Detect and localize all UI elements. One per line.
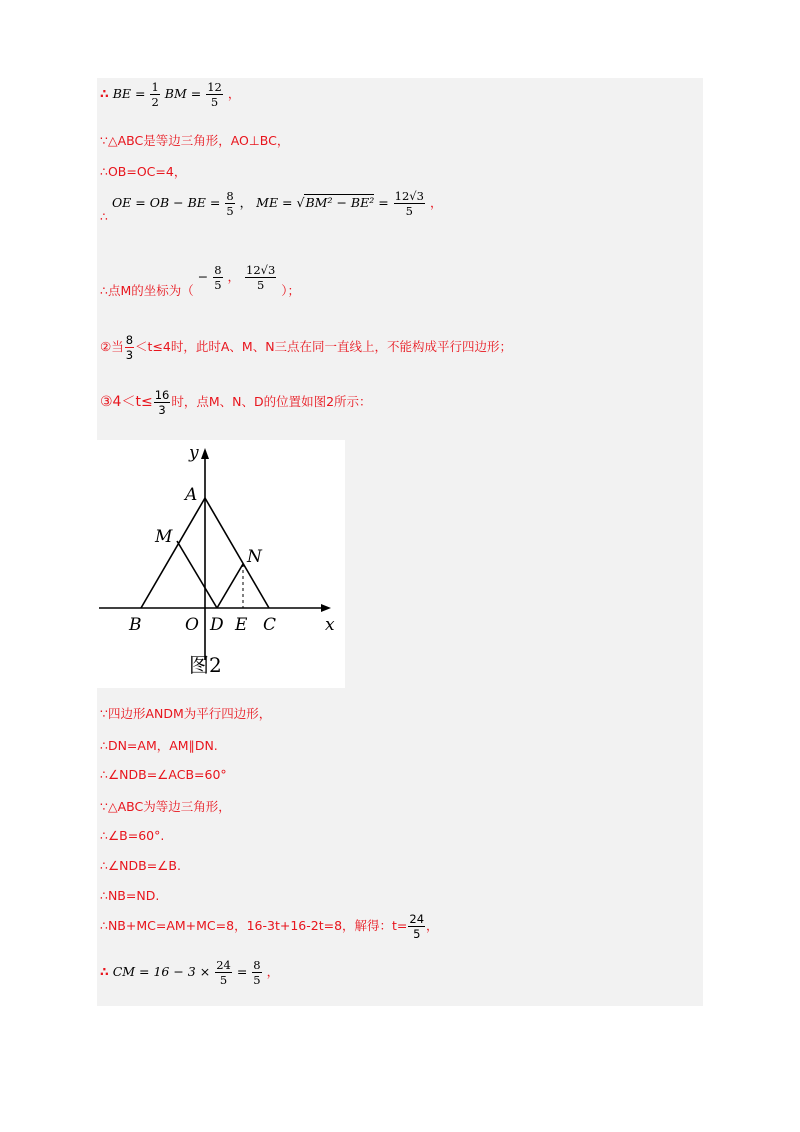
comma: ，: [429, 195, 443, 210]
oe-expression: OE = OB − BE =: [111, 195, 221, 210]
line-nb-nd: ∴NB=ND.: [100, 888, 160, 903]
line-angle-b: ∴∠B=60°.: [100, 828, 165, 843]
be-term: BE: [112, 86, 131, 101]
me-expression: ME =: [256, 195, 293, 210]
frac-num: 8: [214, 263, 222, 277]
fraction-24-5: [408, 912, 425, 941]
therefore-symbol: ∴: [100, 86, 109, 101]
fraction-16-3: [154, 388, 171, 417]
y-axis-arrow-icon: [201, 448, 209, 459]
minus-sign: −: [197, 269, 209, 284]
equals: =: [378, 195, 389, 210]
frac-den: 5: [413, 927, 421, 941]
fraction-8-3: [125, 333, 134, 362]
line-cm: [100, 958, 279, 987]
frac-num: 16: [154, 388, 170, 402]
solve-text: ∴NB+MC=AM+MC=8，16-3t+16-2t=8，解得：t=: [100, 918, 408, 933]
fraction-24-5: [215, 958, 232, 987]
label-m: M: [155, 527, 173, 547]
comma: ，: [266, 964, 280, 979]
label-o: O: [185, 615, 199, 635]
line-parallelogram: ∵四边形ANDM为平行四边形，: [100, 706, 272, 721]
line-angle-ndb-b: ∴∠NDB=∠B.: [100, 858, 181, 873]
figure-2: [97, 440, 345, 688]
case-prefix: ②当: [100, 339, 124, 354]
frac-num: 1: [151, 80, 159, 94]
label-y: y: [189, 443, 199, 463]
line-solve-t: [100, 912, 439, 941]
frac-den: 3: [158, 403, 166, 417]
separator: ，: [239, 195, 253, 210]
segment-md: [177, 541, 217, 608]
frac-den: 3: [125, 348, 134, 362]
frac-den: 5: [226, 204, 234, 218]
frac-den: 5: [219, 973, 228, 987]
frac-den: 5: [405, 204, 413, 218]
fraction-12root3-5: [245, 263, 276, 292]
frac-den: 5: [210, 95, 219, 109]
frac-den: 5: [253, 973, 261, 987]
close-paren: ）；: [281, 283, 301, 298]
side-ba: [141, 498, 205, 608]
figure-caption: 图2: [189, 653, 222, 677]
case-text: 时，点M、N、D的位置如图2所示：: [171, 394, 372, 409]
fraction-12-5: [206, 80, 223, 109]
equals: =: [236, 964, 248, 979]
frac-den: 5: [256, 278, 265, 292]
label-n: N: [247, 547, 262, 567]
equals: =: [134, 86, 146, 101]
frac-num: 24: [409, 912, 425, 926]
frac-num: 8: [226, 189, 234, 203]
frac-num: 8: [253, 958, 261, 972]
fraction-8-5: [225, 189, 234, 218]
line-equilateral-2: ∵△ABC为等边三角形，: [100, 799, 231, 814]
frac-num: 12√3: [246, 263, 276, 277]
line-case-3: [100, 388, 372, 417]
x-axis-arrow-icon: [321, 604, 331, 612]
comma: ，: [426, 918, 439, 933]
line-oe-me: ∴ OE = OB − BE = $\frac{8}{5}$ ， ME = √BM² − BE² = $\frac{12√3}{5}$ ，: [100, 189, 443, 224]
line-ob-oc: ∴OB=OC=4，: [100, 164, 187, 179]
fraction-12root3-5: [394, 189, 425, 218]
line-m-coordinates: [100, 263, 300, 299]
line-case-2: [100, 333, 512, 362]
label-e: E: [235, 615, 248, 635]
bm-term: BM =: [164, 86, 202, 101]
therefore-symbol: ∴: [100, 964, 109, 979]
frac-num: 24: [216, 958, 231, 972]
label-b: B: [129, 615, 142, 635]
line-angle-ndb-acb: ∴∠NDB=∠ACB=60°: [100, 767, 227, 782]
label-x: x: [325, 615, 335, 635]
label-d: D: [210, 615, 224, 635]
therefore-symbol: ∴: [100, 209, 108, 224]
label-a: A: [185, 485, 198, 505]
fraction-8-5: [252, 958, 261, 987]
frac-num: 8: [125, 333, 134, 347]
fraction-8-5: [213, 263, 222, 292]
comma: ，: [227, 86, 241, 101]
fraction-half: [150, 80, 159, 109]
frac-den: 2: [151, 95, 159, 109]
segment-dn: [217, 564, 243, 608]
geometry-figure: [97, 440, 345, 688]
coord-label: ∴点M的坐标为（: [100, 283, 194, 298]
line-dn-am: ∴DN=AM，AM∥DN.: [100, 738, 218, 753]
frac-num: 12√3: [394, 189, 424, 203]
line-equilateral: ∵△ABC是等边三角形，AO⊥BC，: [100, 133, 290, 148]
separator: ，: [227, 269, 241, 284]
frac-den: 5: [214, 278, 222, 292]
frac-num: 12: [207, 80, 222, 94]
line-be: [100, 80, 240, 109]
cm-expression: CM = 16 − 3 ×: [112, 964, 211, 979]
sqrt-radicand: BM² − BE²: [305, 195, 375, 210]
label-c: C: [263, 615, 277, 635]
case-prefix: ③4＜t≤: [100, 394, 153, 410]
case-text: ＜t≤4时，此时A、M、N三点在同一直线上，不能构成平行四边形；: [135, 339, 513, 354]
